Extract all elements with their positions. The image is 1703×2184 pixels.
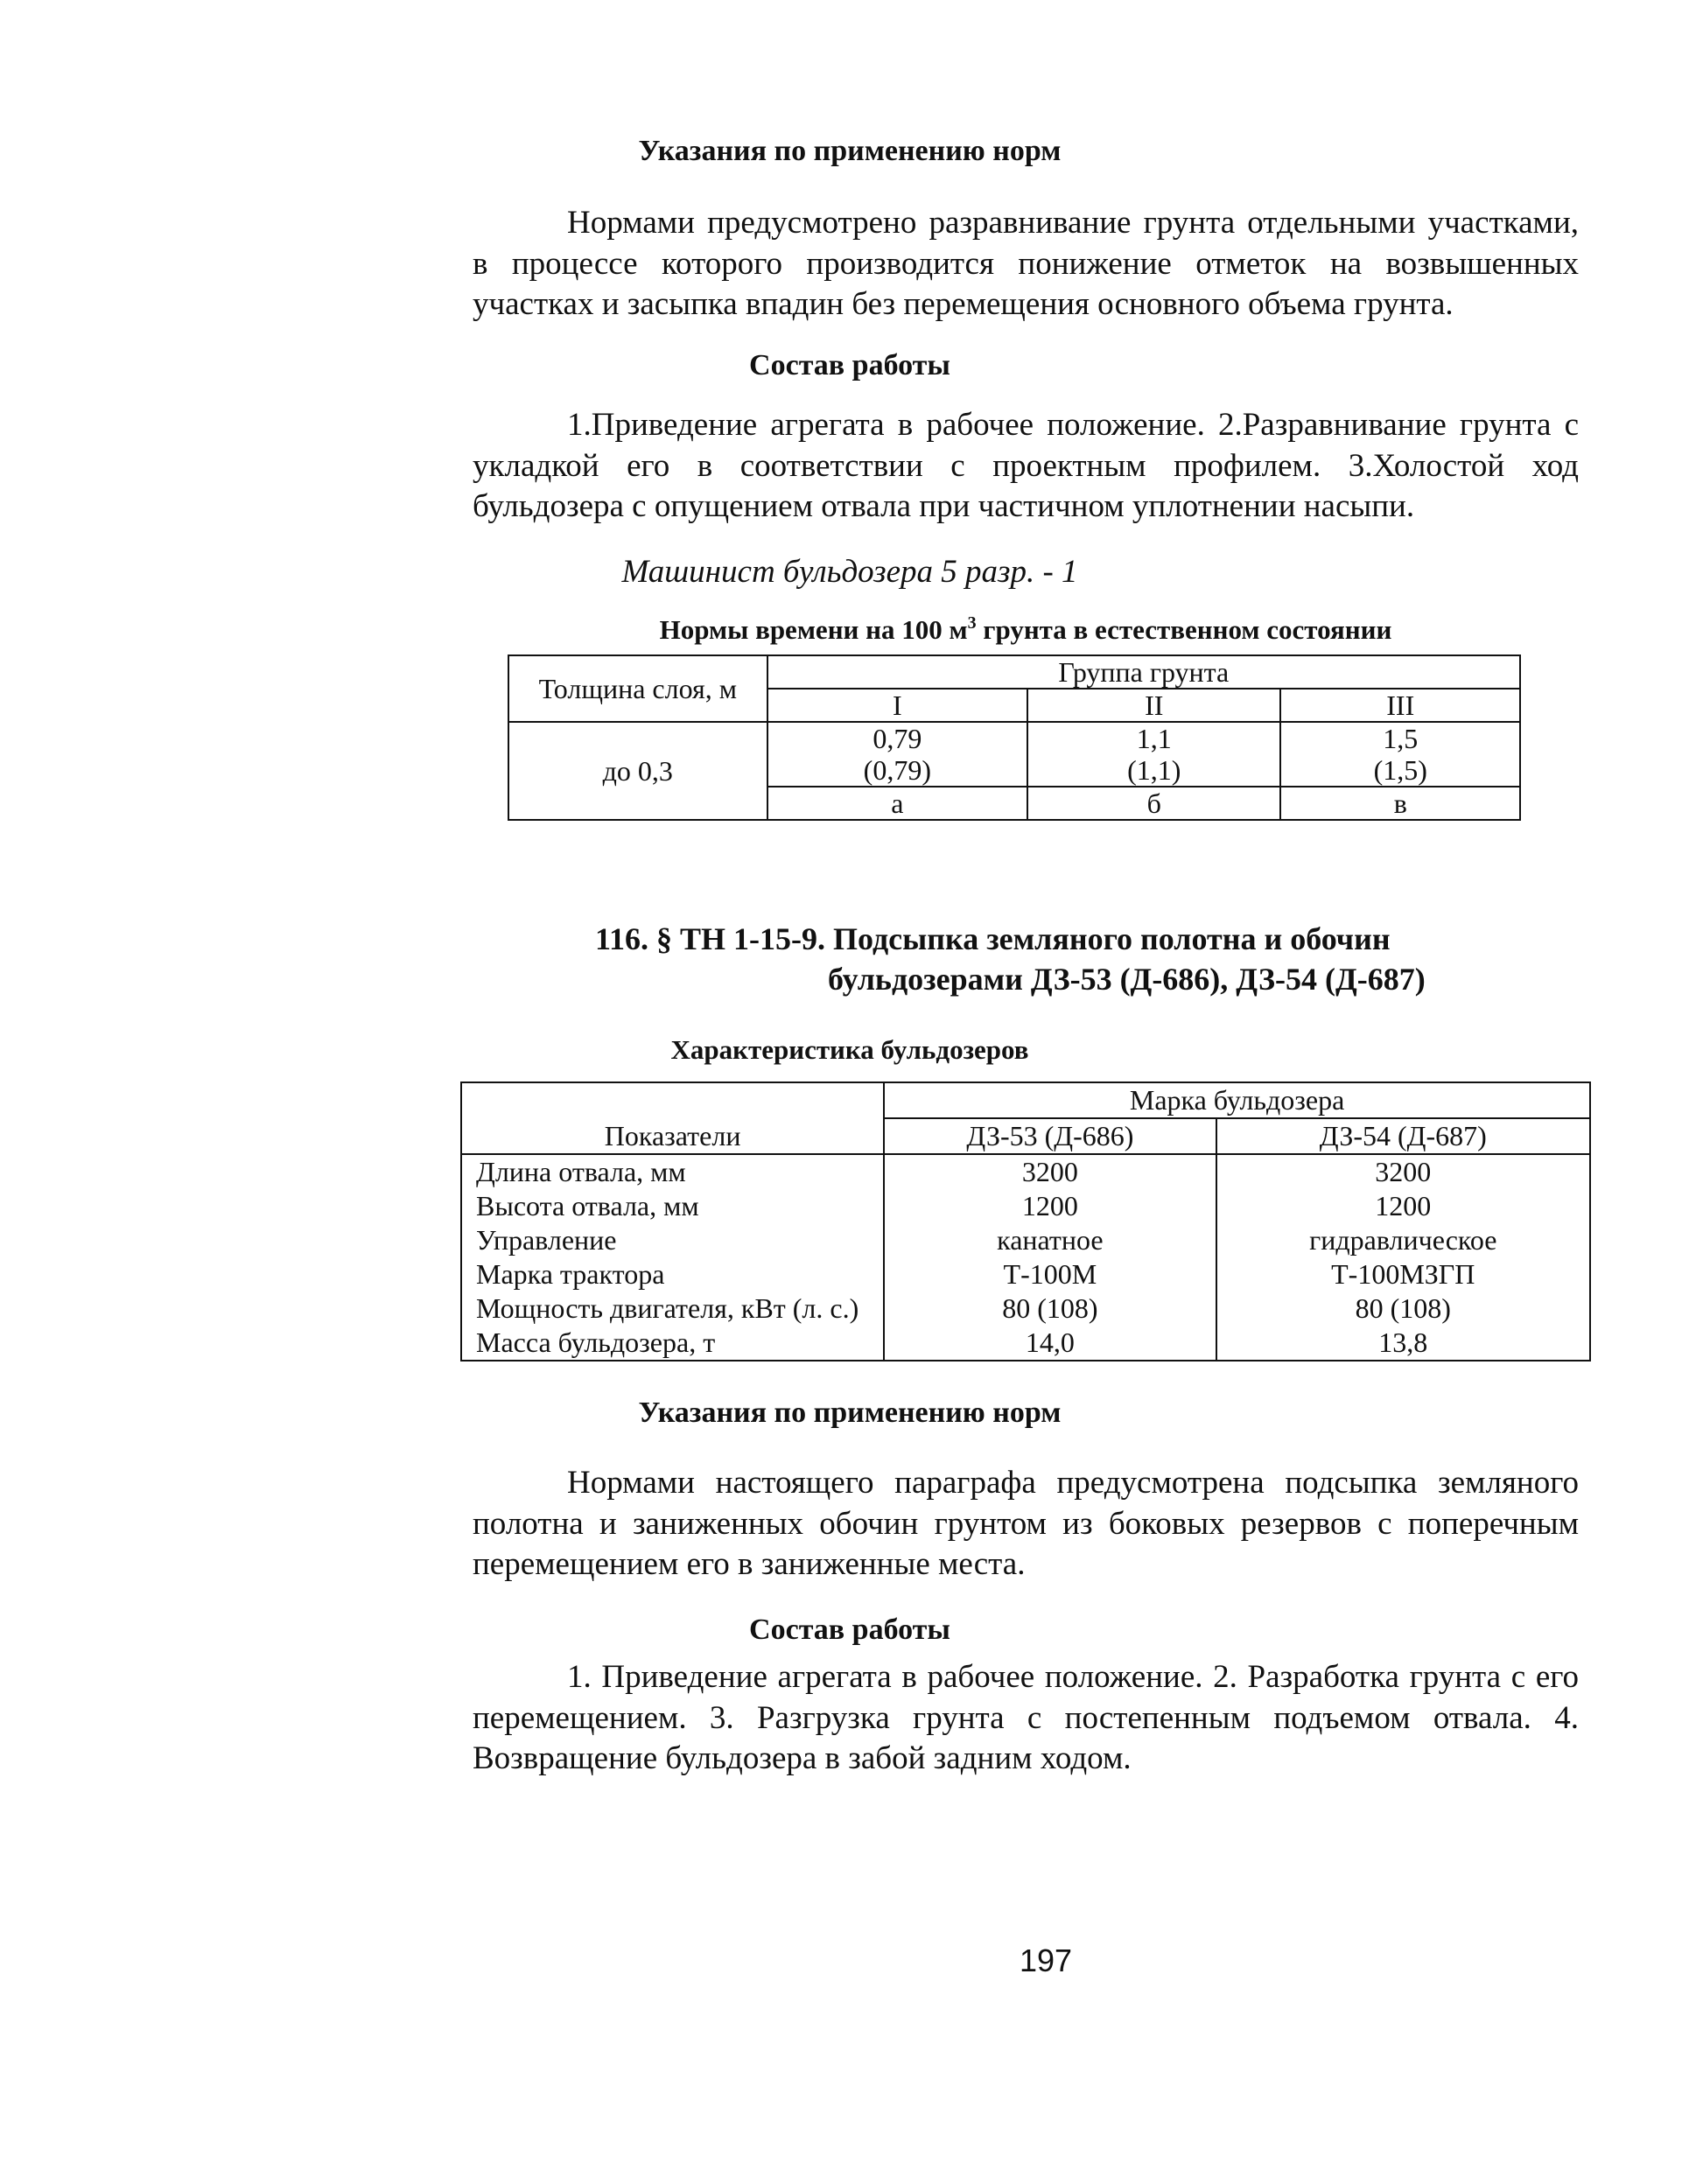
norm-value-paren: (1,5) xyxy=(1373,754,1427,786)
row-label: Мощность двигателя, кВт (л. с.) xyxy=(461,1292,884,1326)
norm-cell xyxy=(767,722,1027,787)
table-row xyxy=(461,1154,1590,1189)
table-header-row xyxy=(461,1082,1590,1118)
norms-table-caption: Нормы времени на 100 $м^3$ грунта в естественном состоянии xyxy=(659,613,1392,645)
work-composition-paragraph: 1.Приведение агрегата в рабочее положение. 2.Разравнивание грунта с укладкой его в соответствии с проектным профилем. 3.Холостой ход бульдозера с опущением отвала при частичном уплотнении насыпи. xyxy=(473,407,1579,524)
work-composition-paragraph: 1. Приведение агрегата в рабочее положение. 2. Разработка грунта с его перемещением. 3. Разгрузка грунта с постепенным подъемом отвала. 4. Возвращение бульдозера в забой задним ходом. xyxy=(473,1659,1579,1776)
norm-value-paren: (0,79) xyxy=(863,754,931,786)
table-row xyxy=(461,1292,1590,1326)
row-value: канатное xyxy=(884,1223,1216,1257)
time-norms-table xyxy=(508,654,1521,821)
row-value: 1200 xyxy=(1216,1189,1590,1223)
row-label: Длина отвала, мм xyxy=(461,1154,884,1189)
row-value: 3200 xyxy=(1216,1154,1590,1189)
norm-value-paren: (1,1) xyxy=(1127,754,1181,786)
layer-thickness-value: до 0,3 xyxy=(508,722,767,820)
row-label: Марка трактора xyxy=(461,1257,884,1292)
table-row xyxy=(461,1257,1590,1292)
norms-usage-paragraph: Нормами настоящего параграфа предусмотрена подсыпка земляного полотна и заниженных обочин грунтом из боковых резервов с поперечным перемещением его в заниженные места. xyxy=(473,1465,1579,1582)
row-value: Т-100МЗГП xyxy=(1216,1257,1590,1292)
norm-value: 0,79 xyxy=(873,723,922,754)
layer-thickness-header: Толщина слоя, м xyxy=(508,655,767,722)
row-value: 3200 xyxy=(884,1154,1216,1189)
soil-group-ii: II xyxy=(1027,689,1280,722)
row-value: 80 (108) xyxy=(884,1292,1216,1326)
soil-group-iii: III xyxy=(1280,689,1520,722)
norm-cell xyxy=(1280,722,1520,787)
row-label: Масса бульдозера, т xyxy=(461,1326,884,1361)
column-letter: в xyxy=(1280,787,1520,820)
work-composition-heading: Состав работы xyxy=(749,1614,950,1646)
table-header-row xyxy=(508,655,1520,689)
row-value: 80 (108) xyxy=(1216,1292,1590,1326)
column-letter: а xyxy=(767,787,1027,820)
section-heading: Указания по применению норм xyxy=(638,135,1062,167)
spec-table-caption: Характеристика бульдозеров xyxy=(670,1034,1029,1065)
table-row xyxy=(461,1326,1590,1361)
row-value: 14,0 xyxy=(884,1326,1216,1361)
norm-value: 1,5 xyxy=(1383,723,1419,754)
column-letter: б xyxy=(1027,787,1280,820)
norm-value: 1,1 xyxy=(1136,723,1172,754)
soil-group-header: Группа грунта xyxy=(767,655,1520,689)
row-value: 13,8 xyxy=(1216,1326,1590,1361)
row-value: 1200 xyxy=(884,1189,1216,1223)
bulldozer-spec-table xyxy=(460,1082,1591,1362)
paragraph-title xyxy=(595,919,1575,999)
model-dz53: ДЗ-53 (Д-686) xyxy=(884,1118,1216,1154)
work-composition-heading: Состав работы xyxy=(749,349,950,382)
table-row xyxy=(508,722,1520,787)
indicators-header: Показатели xyxy=(461,1082,884,1154)
crew-composition: Машинист бульдозера 5 разр. - 1 xyxy=(621,554,1078,590)
norm-cell xyxy=(1027,722,1280,787)
table-row xyxy=(461,1189,1590,1223)
paragraph-title-line2: бульдозерами ДЗ-53 (Д-686), ДЗ-54 (Д-687) xyxy=(828,962,1426,997)
bulldozer-model-header: Марка бульдозера xyxy=(884,1082,1590,1118)
paragraph-title-line1: 116. § ТН 1-15-9. Подсыпка земляного полотна и обочин xyxy=(595,921,1391,956)
row-label: Управление xyxy=(461,1223,884,1257)
row-label: Высота отвала, мм xyxy=(461,1189,884,1223)
page-number: 197 xyxy=(1019,1942,1073,1978)
row-value: Т-100М xyxy=(884,1257,1216,1292)
model-dz54: ДЗ-54 (Д-687) xyxy=(1216,1118,1590,1154)
row-value: гидравлическое xyxy=(1216,1223,1590,1257)
norms-usage-paragraph: Нормами предусмотрено разравнивание грунта отдельными участками, в процессе которого производится понижение отметок на возвышенных участках и засыпка впадин без перемещения основного объема грунта. xyxy=(473,205,1579,322)
section-heading: Указания по применению норм xyxy=(638,1396,1062,1429)
table-row xyxy=(461,1223,1590,1257)
soil-group-i: I xyxy=(767,689,1027,722)
